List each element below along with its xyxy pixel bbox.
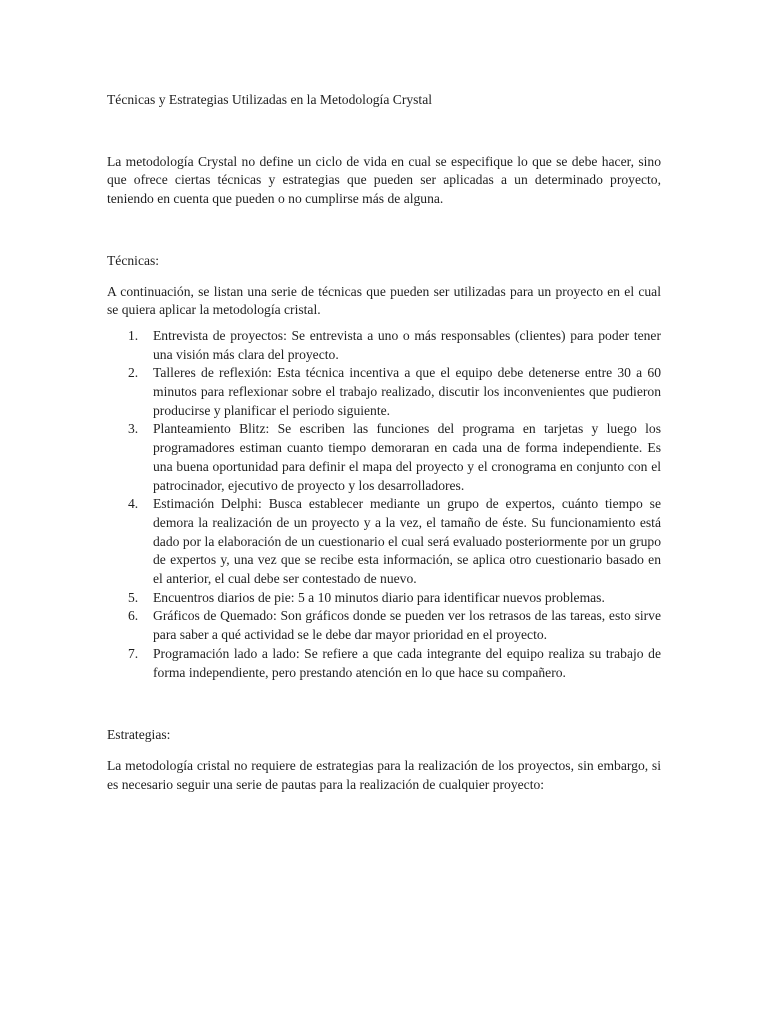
document-title: Técnicas y Estrategias Utilizadas en la Metodología Crystal (107, 92, 433, 107)
list-item-text: Estimación Delphi: Busca establecer mediante un grupo de expertos, cuánto tiempo se demora la realización de un proyecto y a la vez, el tamaño de éste. Su funcionamiento está dado por la elaboración de un cuestionario el cual será evaluado posteriormente por un grupo de expertos y, una vez que se recibe esta información, se aplica otro cuestionario basado en el anterior, el cual debe ser contestado de nuevo. (153, 496, 661, 587)
list-item-number: 3. (128, 421, 139, 437)
list-item (107, 495, 661, 589)
list-item (107, 589, 661, 608)
list-item-text: Encuentros diarios de pie: 5 a 10 minutos diario para identificar nuevos problemas. (153, 589, 605, 605)
list-item (107, 327, 661, 364)
list-item-number: 1. (128, 327, 139, 343)
list-item-text: Entrevista de proyectos: Se entrevista a uno o más responsables (clientes) para poder tener una visión más clara del proyecto. (153, 327, 661, 362)
techniques-list (107, 327, 661, 682)
strategies-intro-paragraph: La metodología cristal no requiere de estrategias para la realización de los proyectos, sin embargo, si es necesario seguir una serie de pautas para la realización de cualquier proyecto: (107, 757, 661, 792)
list-item (107, 420, 661, 495)
list-item (107, 364, 661, 420)
list-item-text: Planteamiento Blitz: Se escriben las funciones del programa en tarjetas y luego los programadores estiman cuanto tiempo demoraran en cada una de forma independiente. Es una buena oportunidad para definir el mapa del proyecto y el cronograma en conjunto con el patrocinador, ejecutivo de proyecto y los desarrolladores. (153, 421, 661, 493)
list-item-number: 7. (128, 645, 139, 661)
list-item-text: Talleres de reflexión: Esta técnica incentiva a que el equipo debe detenerse entre 30 a 60 minutos para reflexionar sobre el trabajo realizado, discutir los inconvenientes que pudieron producirse y planificar el periodo siguiente. (153, 365, 661, 418)
techniques-heading: Técnicas: (107, 252, 160, 268)
list-item-number: 6. (128, 608, 139, 624)
list-item-number: 5. (128, 589, 139, 605)
strategies-heading: Estrategias: (107, 727, 171, 743)
list-item-text: Gráficos de Quemado: Son gráficos donde se pueden ver los retrasos de las tareas, esto sirve para saber a qué actividad se le debe dar mayor prioridad en el proyecto. (153, 608, 661, 643)
list-item-number: 2. (128, 365, 139, 381)
list-item-number: 4. (128, 496, 139, 512)
list-item (107, 607, 661, 644)
techniques-intro-paragraph: A continuación, se listan una serie de técnicas que pueden ser utilizadas para un proyecto en el cual se quiera aplicar la metodología cristal. (107, 283, 661, 318)
list-item (107, 645, 661, 682)
intro-paragraph: La metodología Crystal no define un ciclo de vida en cual se especifique lo que se debe hacer, sino que ofrece ciertas técnicas y estrategias que pueden ser aplicadas a un determinado proyecto, teniendo en cuenta que pueden o no cumplirse más de alguna. (107, 153, 661, 207)
list-item-text: Programación lado a lado: Se refiere a que cada integrante del equipo realiza su trabajo de forma independiente, pero prestando atención en lo que hace su compañero. (153, 645, 661, 680)
